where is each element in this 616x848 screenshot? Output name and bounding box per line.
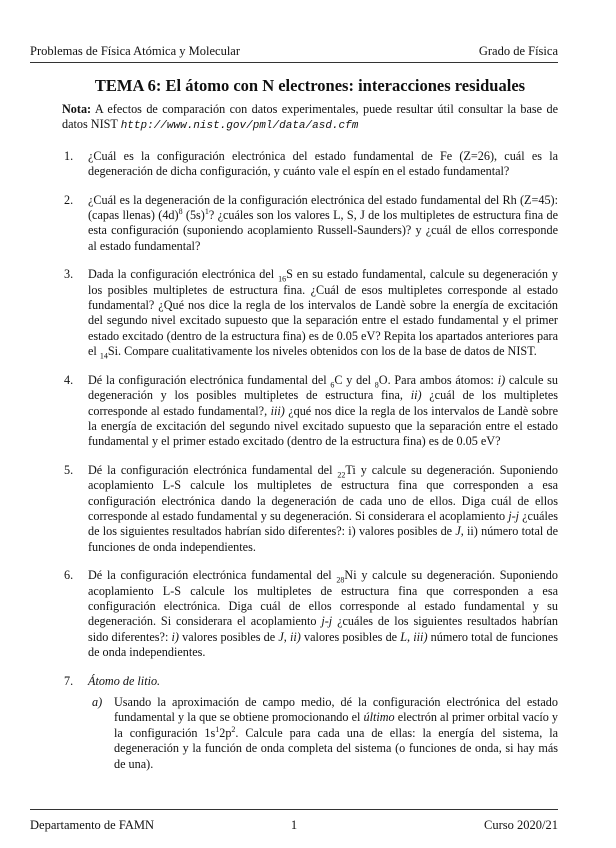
nist-url[interactable]: http://www.nist.gov/pml/data/asd.cfm [120, 120, 359, 133]
header-course: Problemas de Física Atómica y Molecular [30, 44, 241, 58]
page-footer [30, 818, 558, 833]
problem-number: 7. [64, 673, 74, 688]
subproblem-text: Usando la aproximación de campo medio, dé la configuración electrónica del estado fundamental y la que se obtiene promocionando el último electrón al primer orbital vacío y la configuración $1s^12p^2$. Calcule para cada una de ellas: la energía del sistema, la degeneración y la función de onda completa del sistema (o funciones de onda, si hay más de una). [114, 695, 559, 771]
problem-text: ¿Cuál es la configuración electrónica del estado fundamental de Fe (Z=26), cuál es la degeneración de dicha configuración, y cuánto vale el espín en el estado fundamental? [88, 148, 558, 179]
page-title: TEMA 6: El átomo con N electrones: interacciones residuales [94, 76, 526, 95]
footer-department: Departamento de FAMN [30, 818, 155, 832]
subproblem-label: a) [92, 695, 103, 709]
problem-text: ¿Cuál es la degeneración de la configuración electrónica del estado fundamental del Rh (Z=45): (capas llenas) $(4d)^8$ $(5s)^1$? ¿cuáles son los valores L, S, J de los multipletes de estructura fina de esta configuración (suponiendo acoplamiento Russell-Saunders)? y ¿cuál de ellos corresponde al estado fundamental? [88, 192, 558, 253]
problem-text: Dada la configuración electrónica del $_{16}$S en su estado fundamental, calcule su degeneración y los posibles multipletes de estructura fina. ¿Cuál de esos multipletes corresponde al estado fundamental? ¿Qué nos dice la regla de los intervalos de Landè sobre la energía de excitación del segundo nivel excitado supuesto que la separación entre el estado fundamental y el primer estado excitado (dentro de la estructura fina) es de 0.05 eV? Repita los apartados anteriores para el $_{14}$Si. Compare cualitativamente los niveles obtenidos con los de la base de datos de NIST. [88, 267, 558, 361]
problem-number: 3. [64, 267, 74, 282]
problem-5 [62, 463, 558, 555]
main-content [62, 76, 558, 785]
problem-4 [62, 373, 558, 450]
problem-text: Dé la configuración electrónica fundamental del $_{22}$Ti y calcule su degeneración. Suponiendo acoplamiento L-S calcule los multipletes de estructura fina que corresponden a esa configuración electrónica dando la degeneración de cada uno de ellos. Diga cuál de ellos corresponde al estado fundamental y su degeneración. Si considerara el acoplamiento j-j ¿cuáles de los siguientes resultados habrían sido diferentes?: i) valores posibles de J, ii) número total de funciones de onda independientes. [88, 462, 558, 554]
footer-course-year: Curso 2020/21 [484, 818, 558, 832]
problem-title: Átomo de litio. [88, 673, 161, 688]
problem-number: 1. [64, 148, 74, 163]
header-rule [30, 62, 558, 63]
header-degree: Grado de Física [478, 44, 558, 58]
page-header [30, 44, 558, 59]
problem-text: Dé la configuración electrónica fundamental del $_6$C y del $_8$O. Para ambos átomos: i) calcule su degeneración y los posibles multipletes de estructura fina, ii) ¿cuál de los multipletes corresponde al estado fundamental?, iii) ¿qué nos dice la regla de los intervalos de Landè sobre la energía de excitación del segundo nivel excitado supuesto que la separación entre el estado fundamental y el primer estado excitado (dentro de la estructura fina) es de 0.05 eV? [88, 372, 558, 449]
subproblem-a [88, 695, 558, 772]
footer-rule [30, 809, 558, 810]
page-number: 1 [290, 818, 298, 832]
note-paragraph [62, 102, 558, 135]
problem-number: 2. [64, 192, 74, 207]
note-text: A efectos de comparación con datos experimentales, puede resultar útil consultar la base de datos NIST [62, 102, 558, 132]
problem-2 [62, 193, 558, 255]
problem-number: 6. [64, 568, 74, 583]
problem-number: 4. [64, 372, 74, 387]
problem-3 [62, 267, 558, 359]
note-label: Nota: [62, 102, 92, 116]
problem-number: 5. [64, 462, 74, 477]
problem-6 [62, 568, 558, 660]
problem-list [62, 149, 558, 772]
problem-7 [62, 674, 558, 772]
problem-text: Dé la configuración electrónica fundamental del $_{28}$Ni y calcule su degeneración. Suponiendo acoplamiento L-S calcule los multipletes de estructura fina que corresponden a esa configuración electrónica. Diga cuál de ellos corresponde al estado fundamental y su degeneración. Si considerara el acoplamiento j-j ¿cuáles de los siguientes resultados habrían sido diferentes?: i) valores posibles de J, ii) valores posibles de L, iii) número total de funciones de onda independientes. [88, 568, 559, 660]
problem-1 [62, 149, 558, 180]
